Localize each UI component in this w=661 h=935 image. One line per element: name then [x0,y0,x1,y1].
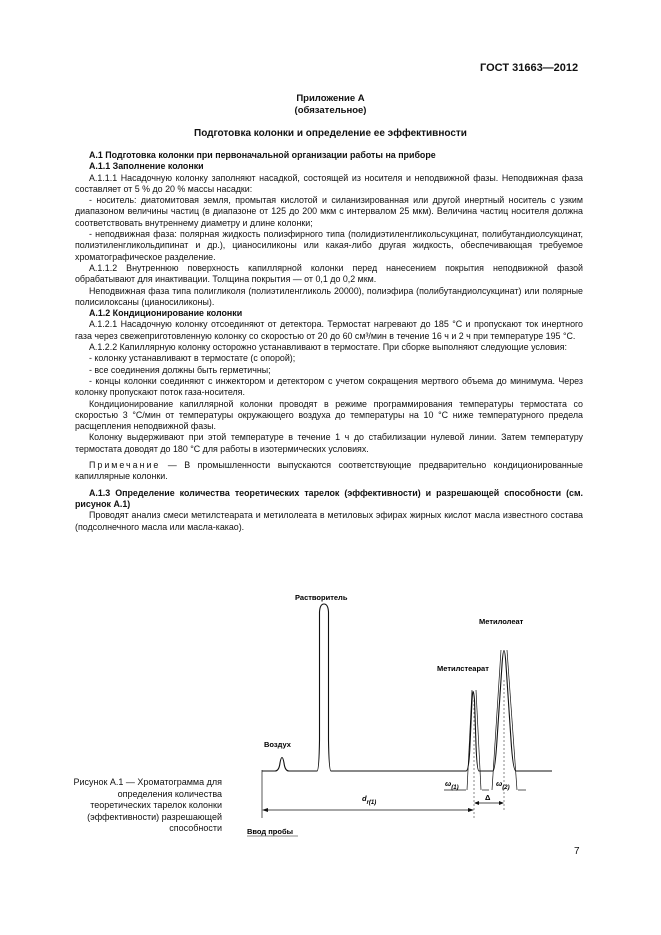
note-label: Примечание [89,460,161,471]
arrow-head [468,808,474,812]
paragraph: - все соединения должны быть герметичны; [89,364,271,375]
standard-number: ГОСТ 31663—2012 [480,62,579,74]
paragraph: А.1.2.2 Капиллярную колонку осторожно устанавливают в термостате. При сборке выполняют следующие условия: [89,342,568,353]
tangent-line [467,690,472,790]
tangent-line [476,690,481,790]
note-text: — В промышленности выпускаются соответствующие предварительно кондиционированные капиллярные колонки. [75,460,583,482]
paragraph: А.1.2 Кондиционирование колонки [89,308,243,319]
paragraph: - неподвижная фаза: полярная жидкость полиэфирного типа (полидиэтиленгликольсукцинат, полибутандиолсукцинат, полиэтиленгликольдипинат и др.), цианосиликоны или какая-либо другая жидкость, обеспечивающая требуемое хроматографическое разделение. [75,229,583,262]
paragraph: - концы колонки соединяют с инжектором и детектором с учетом сокращения мертвого объема до минимума. Через колонку пропускают поток газа-носителя. [75,375,583,398]
arrow-head [262,808,268,812]
paragraph: А.1.1.2 Внутреннюю поверхность капиллярной колонки перед нанесением покрытия неподвижной фазой обрабатывают для инактивации. Толщина покрытия — от 0,1 до 0,2 мкм. [75,262,583,285]
width-2-label: $\omega_{(2)}$ [496,779,510,791]
arrow-head [474,801,479,805]
paragraph: Кондиционирование капиллярной колонки проводят в режиме программирования температуры термостата со скоростью 3 °С/мин от температуры окружающего воздуха до температуры на 10 °С ниже температурного предела расщепления неподвижной фазы. [75,398,583,432]
appendix-title: Подготовка колонки и определение ее эффективности [194,128,467,139]
paragraph: А.1.3 Определение количества теоретических тарелок (эффективности) и разрешающей способности (см. рисунок А.1) [75,487,583,509]
paragraph: А.1.1 Заполнение колонки [89,161,204,172]
chromatogram-trace [262,604,552,771]
appendix-status: (обязательное) [294,105,367,116]
figure-caption: Рисунок А.1 — Хроматограмма для определения количества теоретических тарелок колонки (эффективности) разрешающей способности [73,777,222,834]
paragraph: А.1.1.1 Насадочную колонку заполняют насадкой, состоящей из носителя и неподвижной фазы. Неподвижная фаза составляет от 5 % до 20 % массы насадки: [75,172,583,194]
paragraph: А.1.2.1 Насадочную колонку отсоединяют от детектора. Термостат нагревают до 185 °С и пропускают ток инертного газа через свежеприготовленную колонку со скоростью от 20 до 60 см³/мин в течение 16 ч и 2 ч при температуре 195 °С. [75,319,583,341]
paragraph: Проводят анализ смеси метилстеарата и метилолеата в метиловых эфирах жирных кислот масла известного состава (подсолнечного масла или масла-какао). [75,510,583,532]
retention-distance-label: $d_{r(1)}$ [362,794,377,806]
paragraph: Колонку выдерживают при этой температуре в течение 1 ч до стабилизации нулевой линии. Затем температуру термостата доводят до 180 °С для работы в изотермических условиях. [75,432,583,454]
page-number: 7 [574,846,580,857]
delta-label: Δ [485,793,491,802]
tangent-line [492,650,501,790]
injection-label: Ввод пробы [247,827,293,836]
solvent-label: Растворитель [295,593,348,602]
air-label: Воздух [264,740,291,749]
paragraph: Неподвижная фаза типа полигликоля (полиэтиленгликоль 20000), полиэфира (полибутандиолсукцинат) или полярные полисилоксаны (цианосиликоны). [75,285,583,307]
paragraph: - носитель: диатомитовая земля, промытая кислотой и силанизированная или другой инертный носитель с узким диапазоном величины частиц (в диапазоне от 125 до 200 мкм с интервалом 25 мкм). Величина частиц носителя должна соответствовать внутреннему диаметру и длине колонки; [75,195,583,228]
stearate-label: Метилстеарат [437,664,489,673]
oleate-label: Метилолеат [479,617,524,626]
arrow-head [499,801,504,805]
paragraph: А.1 Подготовка колонки при первоначальной организации работы на приборе [89,150,436,160]
appendix-label: Приложение А [296,93,365,104]
width-1-label: $\omega_{(1)}$ [445,779,459,791]
paragraph: - колонку устанавливают в термостате (с опорой); [89,353,296,364]
tangent-line [507,650,517,790]
